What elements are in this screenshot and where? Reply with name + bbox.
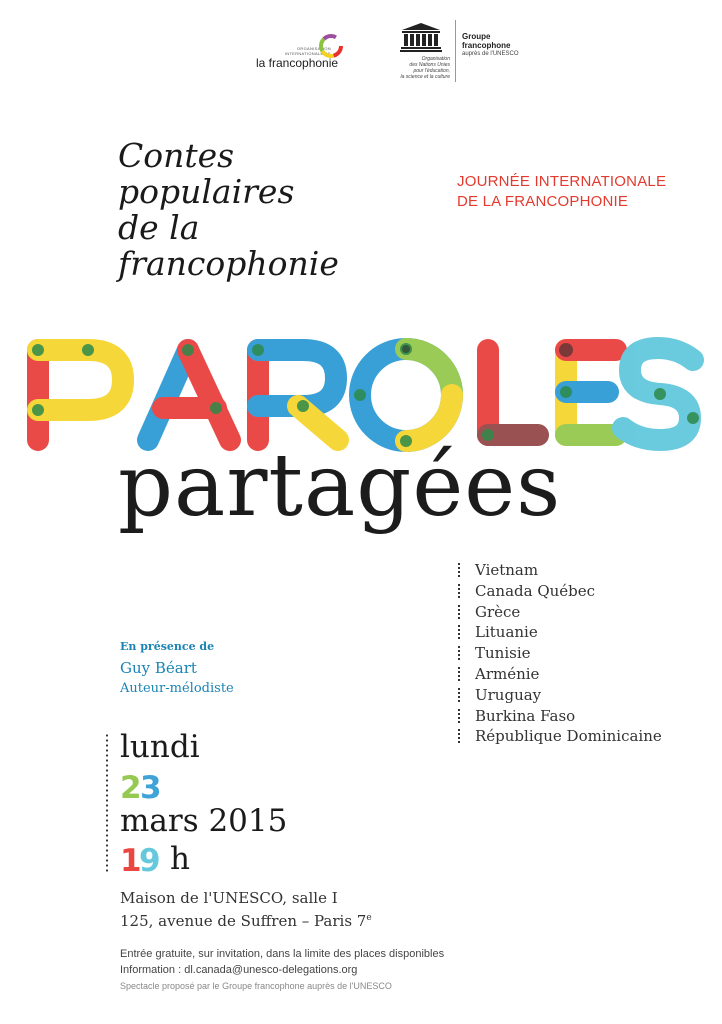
country-item: Lituanie [458, 622, 662, 643]
groupe-line: auprès de l'UNESCO [462, 51, 519, 57]
country-item: Uruguay [458, 685, 662, 706]
event-title [118, 138, 339, 282]
unesco-desc-line: Organisation [421, 56, 450, 62]
date-dotted-rule [106, 733, 108, 873]
oif-ring-logo [318, 33, 344, 59]
guest-role: Auteur-mélodiste [120, 681, 234, 696]
oif-small-caption: ORGANISATION INTERNATIONALE DE [284, 46, 331, 56]
countries-list [458, 560, 662, 747]
oif-logo-text: la francophonie [256, 56, 339, 70]
journee-line: JOURNÉE INTERNATIONALE [457, 173, 667, 190]
date-month-year: mars 2015 [120, 803, 288, 839]
journee-internationale [457, 172, 666, 212]
presence-label: En présence de [120, 640, 215, 653]
title-line: francophonie [118, 244, 339, 283]
hour-graphic [120, 838, 166, 880]
date-hour [120, 838, 190, 880]
groupe-line: francophone [462, 41, 511, 50]
logo-divider [455, 20, 456, 82]
country-item: Tunisie [458, 643, 662, 664]
title-line: Contes [118, 136, 235, 175]
credit-info: Spectacle proposé par le Groupe francophone auprès de l'UNESCO [120, 981, 392, 991]
date-day-name: lundi [120, 729, 200, 765]
title-line: populaires [118, 172, 295, 211]
contact-info: Information : dl.canada@unesco-delegations.org [120, 964, 358, 976]
guest-name: Guy Béart [120, 659, 197, 677]
groupe-line: Groupe [462, 32, 491, 41]
country-item: Vietnam [458, 560, 662, 581]
address-text: 125, avenue de Suffren – Paris 7 [120, 912, 367, 930]
address-sup: e [366, 913, 372, 923]
country-item: Arménie [458, 664, 662, 685]
entry-info: Entrée gratuite, sur invitation, dans la limite des places disponibles [120, 948, 445, 960]
address-line-2 [120, 912, 372, 930]
unesco-temple-logo [400, 22, 442, 52]
hour-unit: h [170, 841, 190, 877]
unesco-desc-line: pour l'éducation, [413, 68, 450, 74]
unesco-description [380, 56, 450, 80]
country-item: Canada Québec [458, 581, 662, 602]
unesco-desc-line: la science et la culture [400, 74, 450, 80]
day-digit-1: 2 [120, 770, 143, 806]
day-digit-2: 3 [140, 770, 163, 806]
country-item: Burkina Faso [458, 706, 662, 727]
country-item: République Dominicaine [458, 726, 662, 747]
hour-digit-2: 9 [139, 843, 161, 879]
journee-line: DE LA FRANCOPHONIE [457, 193, 629, 210]
address-line-1: Maison de l'UNESCO, salle I [120, 889, 338, 907]
partagees-headline: partagées [118, 436, 562, 536]
unesco-desc-line: des Nations Unies [409, 62, 450, 68]
country-item: Grèce [458, 602, 662, 623]
hour-digit-1: 1 [120, 843, 142, 879]
groupe-francophone-label [462, 32, 519, 59]
title-line: de la [118, 208, 200, 247]
